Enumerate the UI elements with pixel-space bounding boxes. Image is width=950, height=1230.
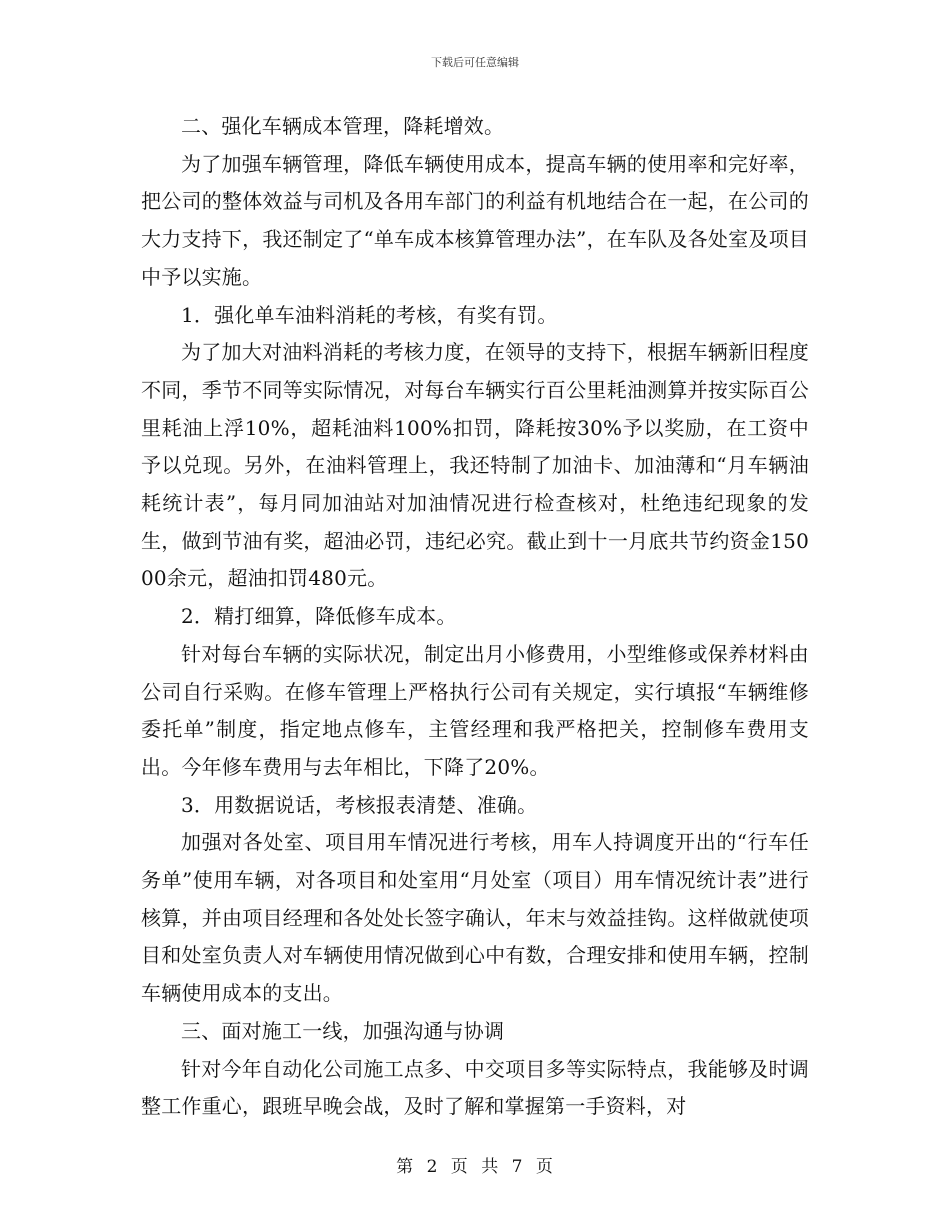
document-body [141, 108, 809, 1126]
paragraph: 为了加大对油料消耗的考核力度，在领导的支持下，根据车辆新旧程度不同，季节不同等实际情况，对每台车辆实行百公里耗油测算并按实际百公里耗油上浮10%，超耗油料100%扣罚，降耗按30%予以奖励，在工资中予以兑现。另外，在油料管理上，我还特制了加油卡、加油薄和“月车辆油耗统计表”，每月同加油站对加油情况进行检查核对，杜绝违纪现象的发生，做到节油有奖，超油必罚，违纪必究。截止到十一月底共节约资金15000余元，超油扣罚480元。 [141, 340, 809, 591]
page-header: 下载后可任意编辑 [431, 56, 519, 69]
paragraph: 加强对各处室、项目用车情况进行考核，用车人持调度开出的“行车任务单”使用车辆，对各项目和处室用“月处室（项目）用车情况统计表”进行核算，并由项目经理和各处处长签字确认，年末与效益挂钩。这样做就使项目和处室负责人对车辆使用情况做到心中有数，合理安排和使用车辆，控制车辆使用成本的支出。 [141, 830, 809, 1006]
subsection-heading: 2．精打细算，降低修车成本。 [181, 604, 457, 629]
subsection-heading: 1．强化单车油料消耗的考核，有奖有罚。 [181, 302, 558, 327]
paragraph: 为了加强车辆管理，降低车辆使用成本，提高车辆的使用率和完好率，把公司的整体效益与司机及各用车部门的利益有机地结合在一起，在公司的大力支持下，我还制定了“单车成本核算管理办法”，在车队及各处室及项目中予以实施。 [141, 151, 809, 289]
section-heading: 二、强化车辆成本管理，降耗增效。 [181, 114, 505, 138]
page-number: 第 2 页 共 7 页 [396, 1157, 554, 1177]
subsection-heading: 3．用数据说话，考核报表清楚、准确。 [181, 792, 538, 817]
paragraph: 针对今年自动化公司施工点多、中交项目多等实际特点，我能够及时调整工作重心，跟班早晚会战，及时了解和掌握第一手资料，对 [141, 1056, 809, 1119]
section-heading: 三、面对施工一线，加强沟通与协调 [181, 1018, 505, 1043]
paragraph: 针对每台车辆的实际状况，制定出月小修费用，小型维修或保养材料由公司自行采购。在修车管理上严格执行公司有关规定，实行填报“车辆维修委托单”制度，指定地点修车，主管经理和我严格把关，控制修车费用支出。今年修车费用与去年相比，下降了20%。 [141, 641, 809, 779]
